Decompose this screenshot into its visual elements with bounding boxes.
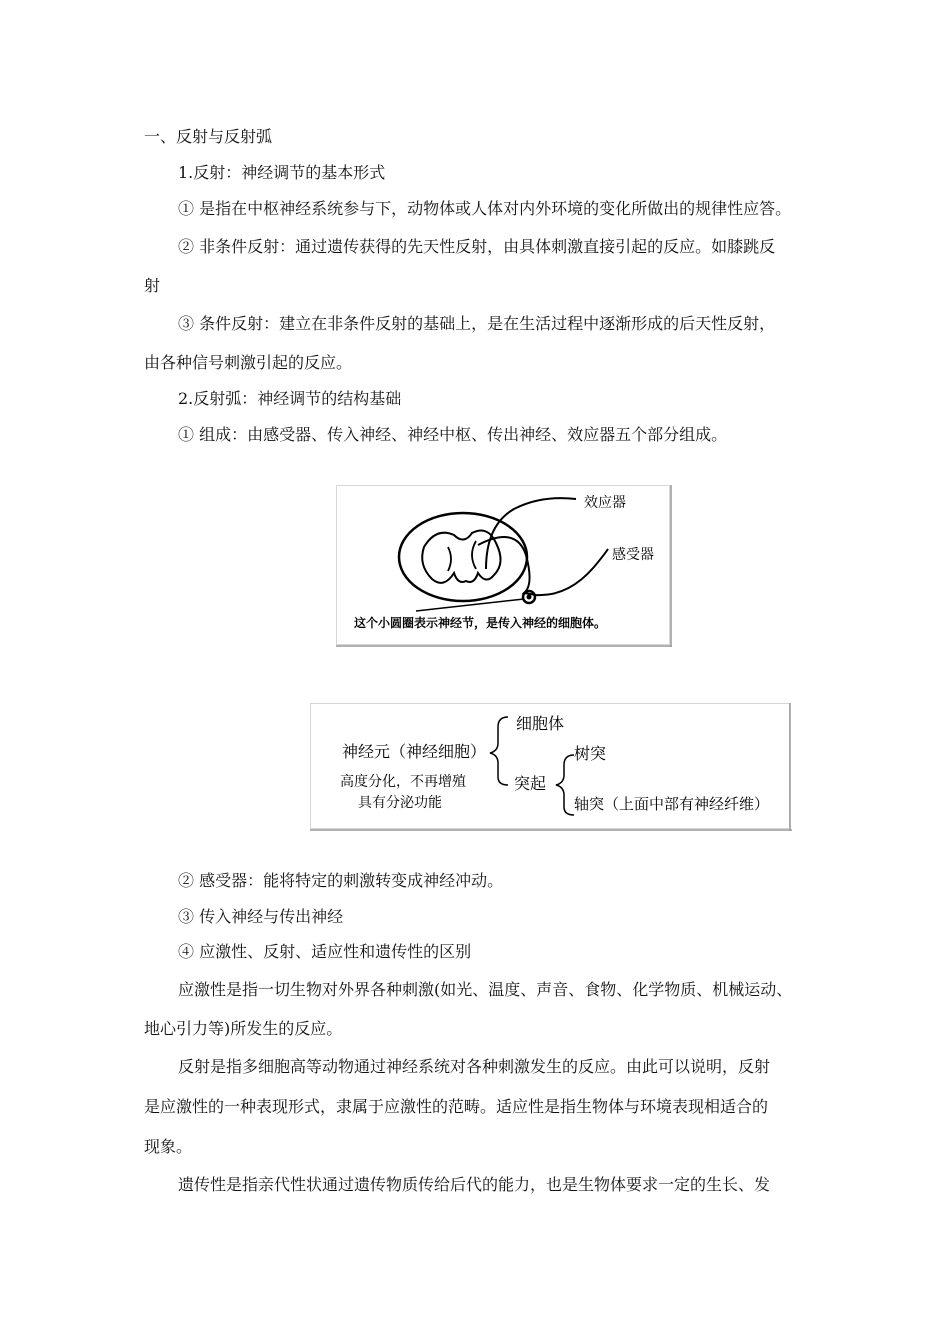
paragraph-heredity: 遗传性是指亲代性状通过遗传物质传给后代的能力，也是生物体要求一定的生长、发: [178, 1175, 771, 1194]
label-receptor: 感受器: [612, 547, 654, 563]
paragraph-unconditioned-reflex-cont: 射: [144, 276, 161, 295]
paragraph-conditioned-reflex: ③ 条件反射：建立在非条件反射的基础上，是在生活过程中逐渐形成的后天性反射，: [178, 314, 776, 333]
label-neuron: 神经元（神经细胞）: [342, 742, 487, 761]
paragraph-conditioned-reflex-cont: 由各种信号刺激引起的反应。: [144, 353, 353, 372]
paragraph-reflex-definition: ① 是指在中枢神经系统参与下，动物体或人体对内外环境的变化所做出的规律性应答。: [178, 199, 792, 218]
efferent-nerve: [486, 498, 576, 569]
label-effector: 效应器: [584, 495, 626, 511]
reflex-arc-figure: [336, 485, 672, 647]
label-dendrite: 树突: [574, 744, 607, 763]
paragraph-receptor: ② 感受器：能将特定的刺激转变成神经冲动。: [178, 871, 504, 890]
paragraph-afferent-efferent: ③ 传入神经与传出神经: [178, 907, 344, 926]
spinal-cord-outline: [399, 513, 527, 601]
neuron-structure-drawing: [310, 703, 792, 831]
neuron-sketch-1: [448, 547, 451, 571]
reflex-arc-drawing: [336, 485, 672, 647]
label-cell-body: 细胞体: [516, 714, 565, 733]
grey-matter: [422, 531, 500, 583]
section-title: 一、反射与反射弧: [144, 127, 273, 146]
paragraph-reflex-relation-end: 现象。: [144, 1137, 193, 1156]
neuron-sketch-2: [472, 541, 476, 569]
paragraph-irritability-cont: 地心引力等)所发生的反应。: [144, 1019, 343, 1038]
ganglion-core: [527, 595, 532, 600]
paragraph-reflex-arc-composition: ① 组成：由感受器、传入神经、神经中枢、传出神经、效应器五个部分组成。: [178, 425, 728, 444]
paragraph-reflex-heading: 1.反射：神经调节的基本形式: [178, 163, 386, 182]
brace-neuron: [490, 717, 508, 785]
paragraph-reflex-arc-heading: 2.反射弧：神经调节的结构基础: [178, 389, 402, 408]
label-neuron-desc-1: 高度分化，不再增殖: [340, 774, 466, 790]
label-process: 突起: [514, 774, 547, 793]
brace-process: [556, 755, 574, 815]
paragraph-irritability: 应激性是指一切生物对外界各种刺激(如光、温度、声音、食物、化学物质、机械运动、: [178, 980, 793, 999]
label-neuron-desc-2: 具有分泌功能: [358, 795, 442, 811]
paragraph-differences-heading: ④ 应激性、反射、适应性和遗传性的区别: [178, 942, 472, 961]
paragraph-reflex-relation: 反射是指多细胞高等动物通过神经系统对各种刺激发生的反应。由此可以说明，反射: [178, 1057, 771, 1076]
label-axon: 轴突（上面中部有神经纤维）: [574, 795, 770, 813]
paragraph-unconditioned-reflex: ② 非条件反射：通过遗传获得的先天性反射，由具体刺激直接引起的反应。如膝跳反: [178, 237, 776, 256]
neuron-structure-figure: [310, 703, 792, 831]
paragraph-reflex-relation-cont: 是应激性的一种表现形式，隶属于应激性的范畴。适应性是指生物体与环境表现相适合的: [144, 1097, 769, 1116]
figure-caption: 这个小圆圈表示神经节，是传入神经的细胞体。: [354, 616, 607, 630]
